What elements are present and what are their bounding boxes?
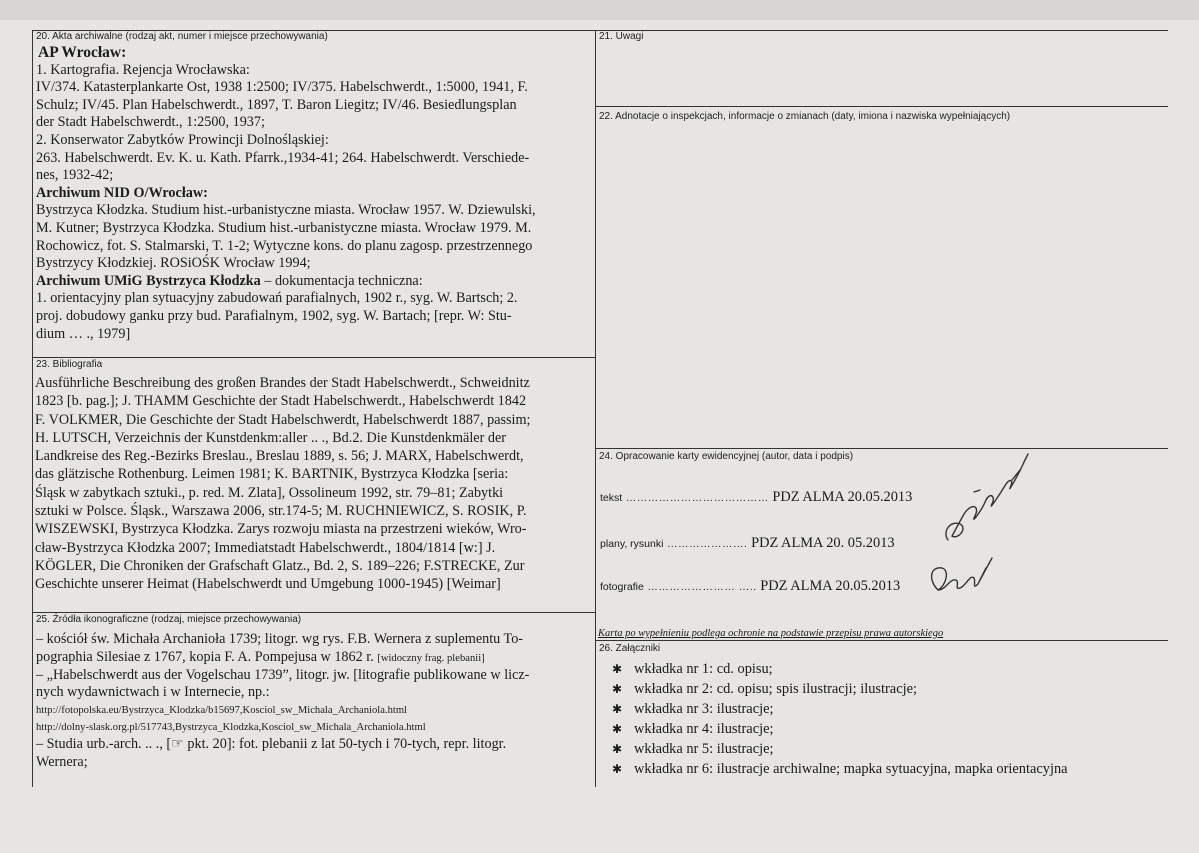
section-20-label: 20. Akta archiwalne (rodzaj akt, numer i miejsce przechowywania) (36, 31, 328, 42)
umig-archive-subtitle: – dokumentacja techniczna: (260, 272, 423, 289)
section-25-label: 25. Źródła ikonograficzne (rodzaj, miejsce przechowywania) (36, 614, 302, 625)
divider-20-23 (32, 357, 595, 358)
icon-source-line (36, 649, 596, 667)
icon-source-line: – Studia urb.-arch. .. ., [☞ pkt. 20]: fot. plebanii z lat 50-tych i 70-tych, repr. litogr. (36, 736, 507, 753)
s20-line: 2. Konserwator Zabytków Prowincji Dolnośląskiej: (36, 131, 329, 148)
section-24-label: 24. Opracowanie karty ewidencyjnej (autor, data i podpis) (599, 451, 854, 462)
s20-line: nes, 1932-42; (36, 167, 114, 184)
row-key: plany, rysunki (600, 538, 664, 550)
icon-source-line: – „Habelschwerdt aus der Vogelschau 1739”, litogr. jw. [litografie publikowane w licz- (36, 666, 530, 683)
attachment-label: wkładka nr 5: ilustracje; (634, 741, 774, 757)
section-22-label: 22. Adnotacje o inspekcjach, informacje o zmianach (daty, imiona i nazwiska wypełniających) (599, 111, 1011, 122)
attachment-item (612, 701, 773, 718)
bibliography-line: Geschichte unserer Heimat (Habelschwerdt und Umgebung 1000-1945) [Weimar] (35, 576, 501, 593)
attachment-item (612, 681, 917, 698)
bibliography-line: Ausführliche Beschreibung des großen Brandes der Stadt Habelschwerdt., Schweidnitz (35, 375, 530, 391)
row-plany (600, 535, 895, 552)
section-23-body (35, 374, 595, 594)
nid-archive-heading: Archiwum NID O/Wrocław: (36, 184, 208, 201)
bibliography-line: KÖGLER, Die Chroniken der Grafschaft Glatz., Bd. 2, S. 189–226; F.STRECKE, Zur (35, 557, 525, 574)
row-dots: …………………… ….. (647, 581, 757, 593)
bibliography-line: H. LUTSCH, Verzeichnis der Kunstdenkm:aller .. ., Bd.2. Die Kunstdenkmäler der (35, 429, 506, 446)
attachment-item (612, 761, 1068, 778)
icon-source-line: Wernera; (36, 753, 88, 770)
divider-23-25 (32, 612, 595, 613)
row-dots: …………………. (667, 538, 748, 550)
section-21-label: 21. Uwagi (599, 31, 644, 42)
s20-line: Schulz; IV/45. Plan Habelschwerdt., 1897, T. Baron Liegitz; IV/46. Besiedlungsplan (36, 96, 517, 113)
s20-line: proj. dobudowy ganku przy bud. Parafialnym, 1902, syg. W. Bartach; [repr. W: Stu- (36, 307, 512, 324)
left-border (32, 30, 33, 787)
s20-line: der Stadt Habelschwerdt., 1:2500, 1937; (36, 114, 265, 131)
s20-line: M. Kutner; Bystrzyca Kłodzka. Studium hist.-urbanistyczne miasta. Wrocław 1979. M. (36, 219, 532, 236)
umig-archive-heading: Archiwum UMiG Bystrzyca Kłodzka (36, 272, 261, 289)
row-value: PDZ ALMA 20.05.2013 (760, 578, 901, 594)
bullet-star-icon: ✱ (612, 702, 623, 716)
bibliography-line: cław-Bystrzyca Kłodzka 2007; Immediatstadt Habelschwerdt., 1804/1814 [w:] J. (35, 539, 496, 556)
attachment-label: wkładka nr 4: ilustracje; (634, 721, 774, 737)
bullet-star-icon: ✱ (612, 662, 623, 676)
attachment-item (612, 721, 773, 738)
ap-wroclaw-heading: AP Wrocław: (38, 44, 127, 61)
divider-24-26 (595, 640, 1168, 641)
s20-line: IV/374. Katasterplankarte Ost, 1938 1:2500; IV/375. Habelschwerdt., 1:5000, 1941, F. (36, 79, 528, 96)
bibliography-line: Landkreise des Reg.-Bezirks Breslau., Breslau 1889, s. 56; J. MARX, Habelschwerdt, (35, 448, 524, 465)
bullet-star-icon: ✱ (612, 722, 623, 736)
source-url-link[interactable]: http://dolny-slask.org.pl/517743,Bystrzyca_Klodzka,Kosciol_sw_Michala_Archaniola.html (36, 722, 426, 734)
bibliography-line: 1823 [b. pag.]; J. THAMM Geschichte der Stadt Habelschwerdt., Habelschwerdt 1842 (35, 393, 527, 410)
handwritten-signature (920, 440, 1040, 610)
divider-21-22 (595, 106, 1168, 107)
copyright-notice: Karta po wypełnieniu podlega ochronie na podstawie przepisu prawa autorskiego (598, 628, 944, 639)
row-key: tekst (600, 492, 623, 504)
bullet-star-icon: ✱ (612, 762, 623, 776)
s20-line: Rochowicz, fot. S. Stalmarski, T. 1-2; Wytyczne kons. do planu zagosp. przestrzennego (36, 237, 533, 254)
scan-edge (0, 0, 1199, 20)
s20-line: Bystrzycy Kłodzkiej. ROSiOŚK Wrocław 1994; (36, 255, 311, 272)
section-23-label: 23. Bibliografia (36, 359, 103, 370)
bibliography-line: sztuki w Polsce. Śląsk., Warszawa 2006, str.174-5; M. RUCHNIEWICZ, S. ROSIK, P. (35, 503, 527, 520)
s20-line: dium … ., 1979] (36, 325, 131, 342)
attachment-label: wkładka nr 6: ilustracje archiwalne; mapka sytuacyjna, mapka orientacyjna (634, 761, 1068, 777)
row-value: PDZ ALMA 20.05.2013 (772, 489, 913, 505)
source-url-link[interactable]: http://fotopolska.eu/Bystrzyca_Klodzka/b15697,Kosciol_sw_Michala_Archaniola.html (36, 705, 408, 717)
divider-22-24 (595, 448, 1168, 449)
row-value: PDZ ALMA 20. 05.2013 (751, 535, 895, 551)
icon-source-note: [widoczny frag. plebanii] (377, 652, 485, 664)
attachment-item (612, 741, 773, 758)
attachment-label: wkładka nr 2: cd. opisu; spis ilustracji; ilustracje; (634, 681, 917, 697)
section-20-body (36, 44, 596, 343)
row-tekst (600, 489, 912, 506)
attachment-label: wkładka nr 1: cd. opisu; (634, 661, 773, 677)
bibliography-line: das glätzische Rothenburg. Leimen 1981; K. BARTNIK, Bystrzyca Kłodzka [seria: (35, 466, 509, 483)
row-dots: ………………………………… (625, 492, 769, 504)
s20-line: 1. orientacyjny plan sytuacyjny zabudowań parafialnych, 1902 r., syg. W. Bartsch; 2. (36, 290, 518, 307)
s20-line: Bystrzyca Kłodzka. Studium hist.-urbanistyczne miasta. Wrocław 1957. W. Dziewulski, (36, 202, 536, 219)
s20-line: 1. Kartografia. Rejencja Wrocławska: (36, 61, 250, 78)
section-25-body (36, 631, 596, 772)
s20-line: 263. Habelschwerdt. Ev. K. u. Kath. Pfarrk.,1934-41; 264. Habelschwerdt. Verschiede- (36, 149, 530, 166)
section-26-label: 26. Załączniki (599, 643, 661, 654)
bullet-star-icon: ✱ (612, 742, 623, 756)
icon-source-line: – kościół św. Michała Archanioła 1739; litogr. wg rys. F.B. Wernera z suplementu To- (36, 631, 524, 647)
bibliography-line: Śląsk w zabytkach sztuki., p. red. M. Zlata], Ossolineum 1992, str. 79–81; Zabytki (35, 484, 504, 501)
bibliography-line: WISZEWSKI, Bystrzyca Kłodzka. Zarys rozwoju miasta na przestrzeni wieków, Wro- (35, 521, 527, 538)
attachment-item (612, 661, 773, 678)
bullet-star-icon: ✱ (612, 682, 623, 696)
row-key: fotografie (600, 581, 644, 593)
row-fotografie (600, 578, 900, 595)
icon-source-line: nych wydawnictwach i w Internecie, np.: (36, 684, 270, 701)
attachment-label: wkładka nr 3: ilustracje; (634, 701, 774, 717)
bibliography-line: F. VOLKMER, Die Geschichte der Stadt Habelschwerdt, Habelschwerdt 1887, passim; (35, 411, 531, 428)
icon-source-text: pographia Silesiae z 1767, kopia F. A. Pompejusa w 1862 r. (36, 648, 378, 665)
umig-archive-line (36, 273, 596, 291)
